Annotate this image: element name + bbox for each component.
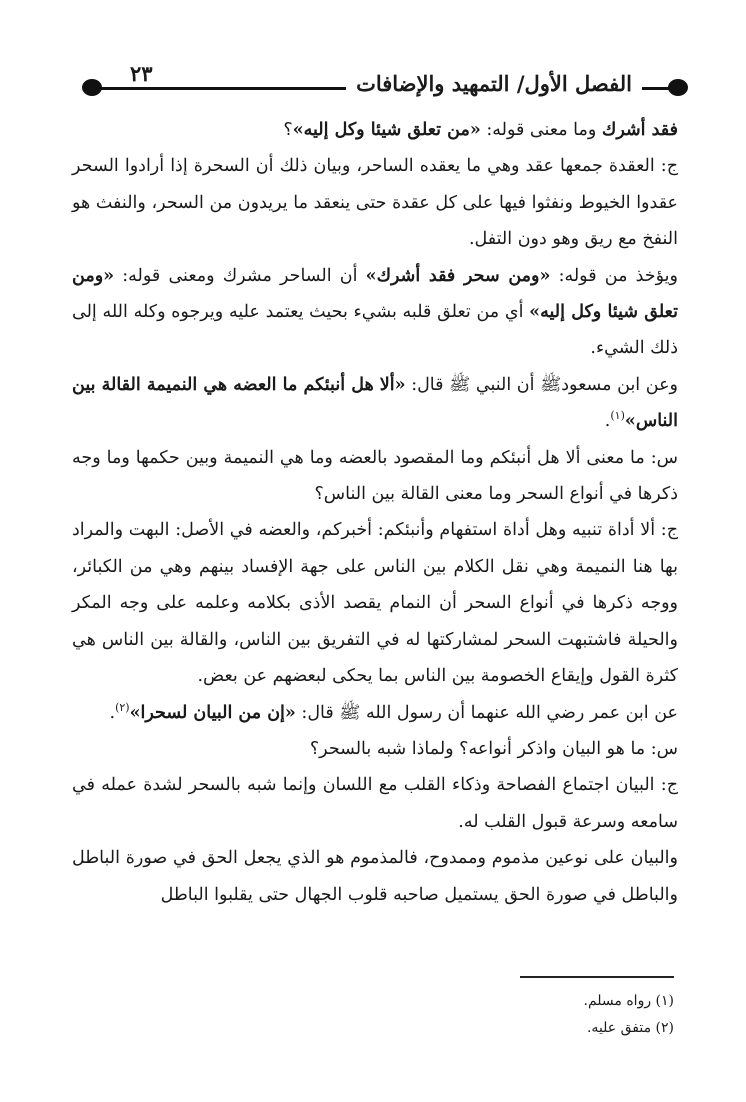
- paragraph-text: وما معنى قوله:: [480, 120, 602, 140]
- page-number: ٢٣: [122, 62, 161, 86]
- paragraph: [72, 148, 678, 257]
- paragraph: [72, 367, 678, 440]
- paragraph-text: والبيان على نوعين مذموم وممدوح، فالمذموم هو الذي يجعل الحق في صورة الباطل والباطل في صورة الحق يستميل صاحبه قلوب الجهال حتى يقلبوا الباطل: [72, 848, 678, 905]
- paragraph-text: ج: ألا أداة تنبيه وهل أداة استفهام وأنبئكم: أخبركم، والعضه في الأصل: البهت والمراد بها هنا النميمة وهي نقل الكلام بين الناس على جهة الإفساد بينهم وهي من الكبائر، ووجه ذكرها في أنواع السحر أن النمام يقصد الأذى بكلامه وعلمه على وجه المكر والحيلة فاشتبهت السحر لمشاركتها له في التفريق بين الناس، والقالة بين الناس هي كثرة القول وإيقاع الخصومة بين الناس بما يحكى لبعضهم عن بعض.: [72, 520, 678, 687]
- paragraph: [72, 767, 678, 840]
- quoted-text: «من تعلق شيئا وكل إليه»: [292, 120, 481, 140]
- paragraph-text: ؟: [283, 120, 293, 140]
- running-header: [78, 61, 688, 104]
- footnote-separator: [520, 976, 674, 978]
- paragraph-text: س: ما هو البيان واذكر أنواعه؟ ولماذا شبه بالسحر؟: [309, 738, 678, 759]
- paragraph-text: ويؤخذ من قوله:: [550, 265, 678, 286]
- paragraph: [72, 440, 678, 513]
- footnote-marker: (١): [610, 409, 625, 423]
- footnotes: [72, 988, 674, 1042]
- paragraph-text: .: [604, 411, 611, 432]
- paragraph-text: وعن ابن مسعودﷺ أن النبي ﷺ قال:: [405, 374, 678, 395]
- quoted-text: «إن من البيان لسحرا»: [129, 702, 296, 723]
- paragraph: [72, 112, 678, 148]
- body-text: [72, 112, 678, 913]
- paragraph-text: ج: البيان اجتماع الفصاحة وذكاء القلب مع اللسان وإنما شبه بالسحر لشدة عمله في سامعه وسرعة قبول القلب له.: [72, 775, 678, 832]
- quoted-text: فقد أشرك: [601, 120, 678, 140]
- paragraph: [72, 695, 678, 731]
- paragraph-text: أن الساحر مشرك ومعنى قوله:: [114, 265, 366, 286]
- footnote: (١) رواه مسلم.: [583, 993, 674, 1009]
- header-left-ornament: [82, 79, 102, 96]
- quoted-text: «ومن تعلق شيئا وكل إليه»: [72, 265, 678, 323]
- chapter-title: الفصل الأول/ التمهيد والإضافات: [346, 70, 642, 98]
- paragraph: [72, 840, 678, 913]
- paragraph-text: .: [109, 702, 116, 723]
- paragraph-text: عن ابن عمر رضي الله عنهما أن رسول الله ﷺ قال:: [295, 702, 678, 723]
- quoted-text: «ومن سحر فقد أشرك»: [365, 265, 551, 286]
- paragraph-text: س: ما معنى ألا هل أنبئكم وما المقصود بالعضه وما هي النميمة وبين حكمها وما وجه ذكرها في أنواع السحر وما معنى القالة بين الناس؟: [72, 447, 678, 505]
- paragraph-text: ج: العقدة جمعها عقد وهي ما يعقده الساحر، وبيان ذلك أن السحرة إذا أرادوا السحر عقدوا الخيوط ونفثوا فيها على كل عقدة حتى ينعقد ما يريدون من السحر، والنفث هو النفخ مع ريق وهو دون التفل.: [72, 156, 678, 250]
- paragraph: [72, 258, 678, 367]
- paragraph: [72, 512, 678, 694]
- footnote-marker: (٢): [115, 700, 130, 714]
- quoted-text: «ألا هل أنبئكم ما العضه هي النميمة القالة بين الناس»: [72, 374, 678, 432]
- paragraph-text: أي من تعلق قلبه بشيء بحيث يعتمد عليه ويرجوه وكله الله إلى ذلك الشيء.: [72, 302, 678, 359]
- paragraph: [72, 731, 678, 767]
- header-right-ornament: [668, 79, 688, 96]
- footnote: (٢) متفق عليه.: [586, 1020, 674, 1036]
